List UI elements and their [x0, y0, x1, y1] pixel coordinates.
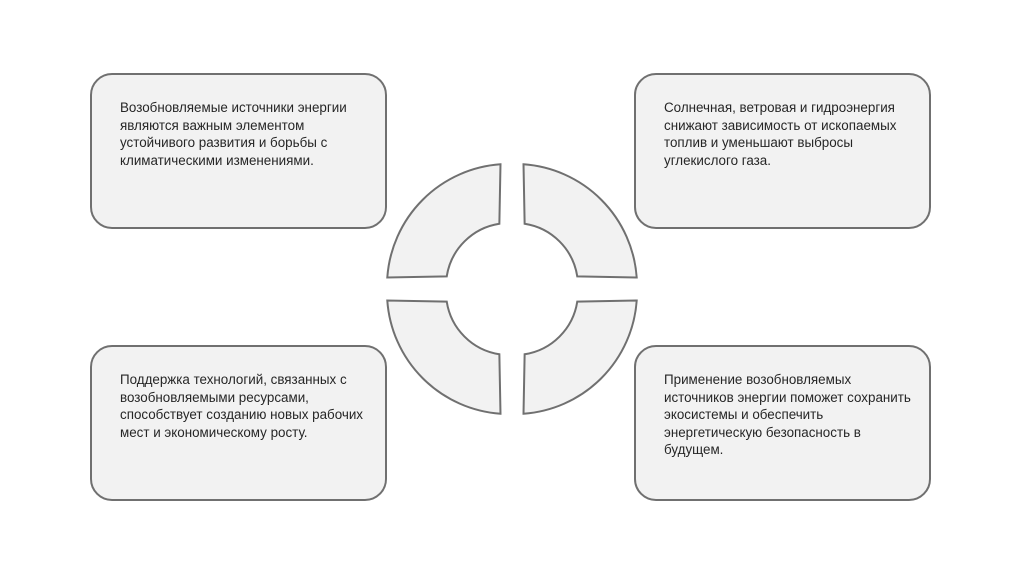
- ring-segment-top-right: [524, 164, 637, 277]
- ring-segment-bottom-left: [387, 301, 500, 414]
- ring-segment-top-left: [387, 164, 500, 277]
- ring-segment-bottom-right: [524, 301, 637, 414]
- cycle-ring: [380, 157, 644, 421]
- text-box-bottom-right-text: Применение возобновляемых источников энергии поможет сохранить экосистемы и обеспечить энергетическую безопасность в будущем.: [664, 372, 911, 457]
- text-box-bottom-right: [634, 345, 931, 501]
- text-box-top-right-text: Солнечная, ветровая и гидроэнергия снижают зависимость от ископаемых топлив и уменьшают выбросы углекислого газа.: [664, 100, 897, 168]
- text-box-bottom-left: [90, 345, 387, 501]
- text-box-top-left: [90, 73, 387, 229]
- text-box-top-right: [634, 73, 931, 229]
- text-box-top-left-text: Возобновляемые источники энергии являются важным элементом устойчивого развития и борьбы с климатическими изменениями.: [120, 100, 347, 168]
- text-box-bottom-left-text: Поддержка технологий, связанных с возобновляемыми ресурсами, способствует созданию новых рабочих мест и экономическому росту.: [120, 372, 364, 440]
